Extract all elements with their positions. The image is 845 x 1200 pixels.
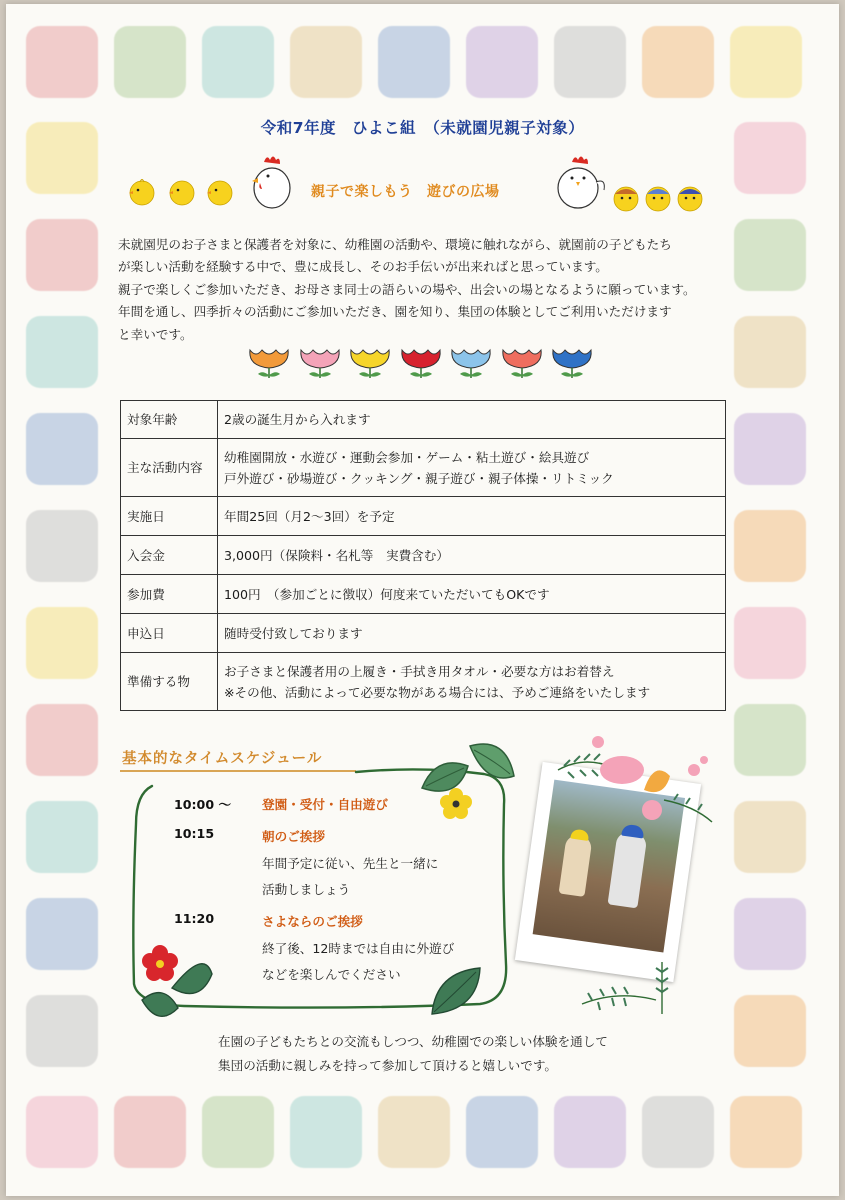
chick-icon xyxy=(644,182,672,212)
tulip-icon xyxy=(549,346,595,380)
row-label: 実施日 xyxy=(121,497,218,536)
schedule-note: 年間予定に従い、先生と一緒に 活動しましょう xyxy=(262,856,439,897)
row-label: 対象年齢 xyxy=(121,401,218,439)
schedule-time: 10:00 ～ xyxy=(174,797,232,812)
info-table xyxy=(120,400,726,711)
child-figure xyxy=(608,831,648,908)
row-label: 準備する物 xyxy=(121,653,218,711)
tulip-icon xyxy=(398,346,444,380)
schedule-event: 登園・受付・自由遊び xyxy=(262,797,388,812)
table-row xyxy=(121,653,726,711)
row-label: 参加費 xyxy=(121,575,218,614)
leaf-icon xyxy=(416,726,526,836)
row-value: 随時受付致しております xyxy=(218,614,726,653)
intro-paragraph: 未就園児のお子さまと保護者を対象に、幼稚園の活動や、環境に触れながら、就園前の子どもたち が楽しい活動を経験する中で、豊に成長し、そのお手伝いが出来ればと思っています。 親子で楽しくご参加いただき、お母さま同士の語らいの場や、出会いの場となるように願っています。 年間を通し、四季折々の活動にご参加いただき、園を知り、集団の体験としてご利用いただけます と幸いです。 xyxy=(118,237,696,342)
row-value: 3,000円（保険料・名札等 実費含む） xyxy=(218,536,726,575)
chick-icon xyxy=(206,176,234,206)
schedule-note: 終了後、12時までは自由に外遊び などを楽しんでください xyxy=(262,941,455,982)
tulip-icon xyxy=(297,346,343,380)
schedule-event: さよならのご挨拶 xyxy=(262,914,363,929)
subtitle: 親子で楽しもう 遊びの広場 xyxy=(311,184,500,200)
table-row xyxy=(121,401,726,439)
chick-icon xyxy=(612,182,640,212)
tulip-icon xyxy=(448,346,494,380)
closing-paragraph: 在園の子どもたちとの交流もしつつ、幼稚園での楽しい体験を通して 集団の活動に親しみを持って参加して頂けると嬉しいです。 xyxy=(218,1034,608,1073)
chick-icon xyxy=(168,176,196,206)
tulip-icon xyxy=(347,346,393,380)
chick-icon xyxy=(676,182,704,212)
rooster-icon xyxy=(246,152,294,212)
row-label: 入会金 xyxy=(121,536,218,575)
rooster-icon xyxy=(552,152,608,214)
leaf-icon xyxy=(578,954,682,1030)
child-figure xyxy=(559,834,593,897)
row-value: 100円 （参加ごとに徴収）何度来ていただいてもOKです xyxy=(218,575,726,614)
schedule-event: 朝のご挨拶 xyxy=(262,829,325,844)
flyer-sheet xyxy=(6,4,839,1196)
table-row xyxy=(121,439,726,497)
tulip-icon xyxy=(246,346,292,380)
tulip-icon xyxy=(499,346,545,380)
row-value: 2歳の誕生月から入れます xyxy=(218,401,726,439)
page-title: 令和7年度 ひよこ組 （未就園児親子対象） xyxy=(260,119,585,137)
row-label: 主な活動内容 xyxy=(121,439,218,497)
row-label: 申込日 xyxy=(121,614,218,653)
row-value: お子さまと保護者用の上履き・手拭き用タオル・必要な方はお着替え ※その他、活動によって必要な物がある場合には、予めご連絡をいたします xyxy=(218,653,726,711)
table-row xyxy=(121,614,726,653)
schedule-time: 11:20 xyxy=(174,911,215,926)
table-row xyxy=(121,497,726,536)
schedule-time: 10:15 xyxy=(174,826,215,841)
table-row xyxy=(121,536,726,575)
table-row xyxy=(121,575,726,614)
flower-icon xyxy=(554,730,714,830)
flower-icon xyxy=(134,938,224,1038)
schedule-title: 基本的なタイムスケジュール xyxy=(122,751,323,767)
row-value: 年間25回（月2～3回）を予定 xyxy=(218,497,726,536)
row-value: 幼稚園開放・水遊び・運動会参加・ゲーム・粘土遊び・絵具遊び 戸外遊び・砂場遊び・クッキング・親子遊び・親子体操・リトミック xyxy=(218,439,726,497)
chick-icon xyxy=(128,176,156,206)
